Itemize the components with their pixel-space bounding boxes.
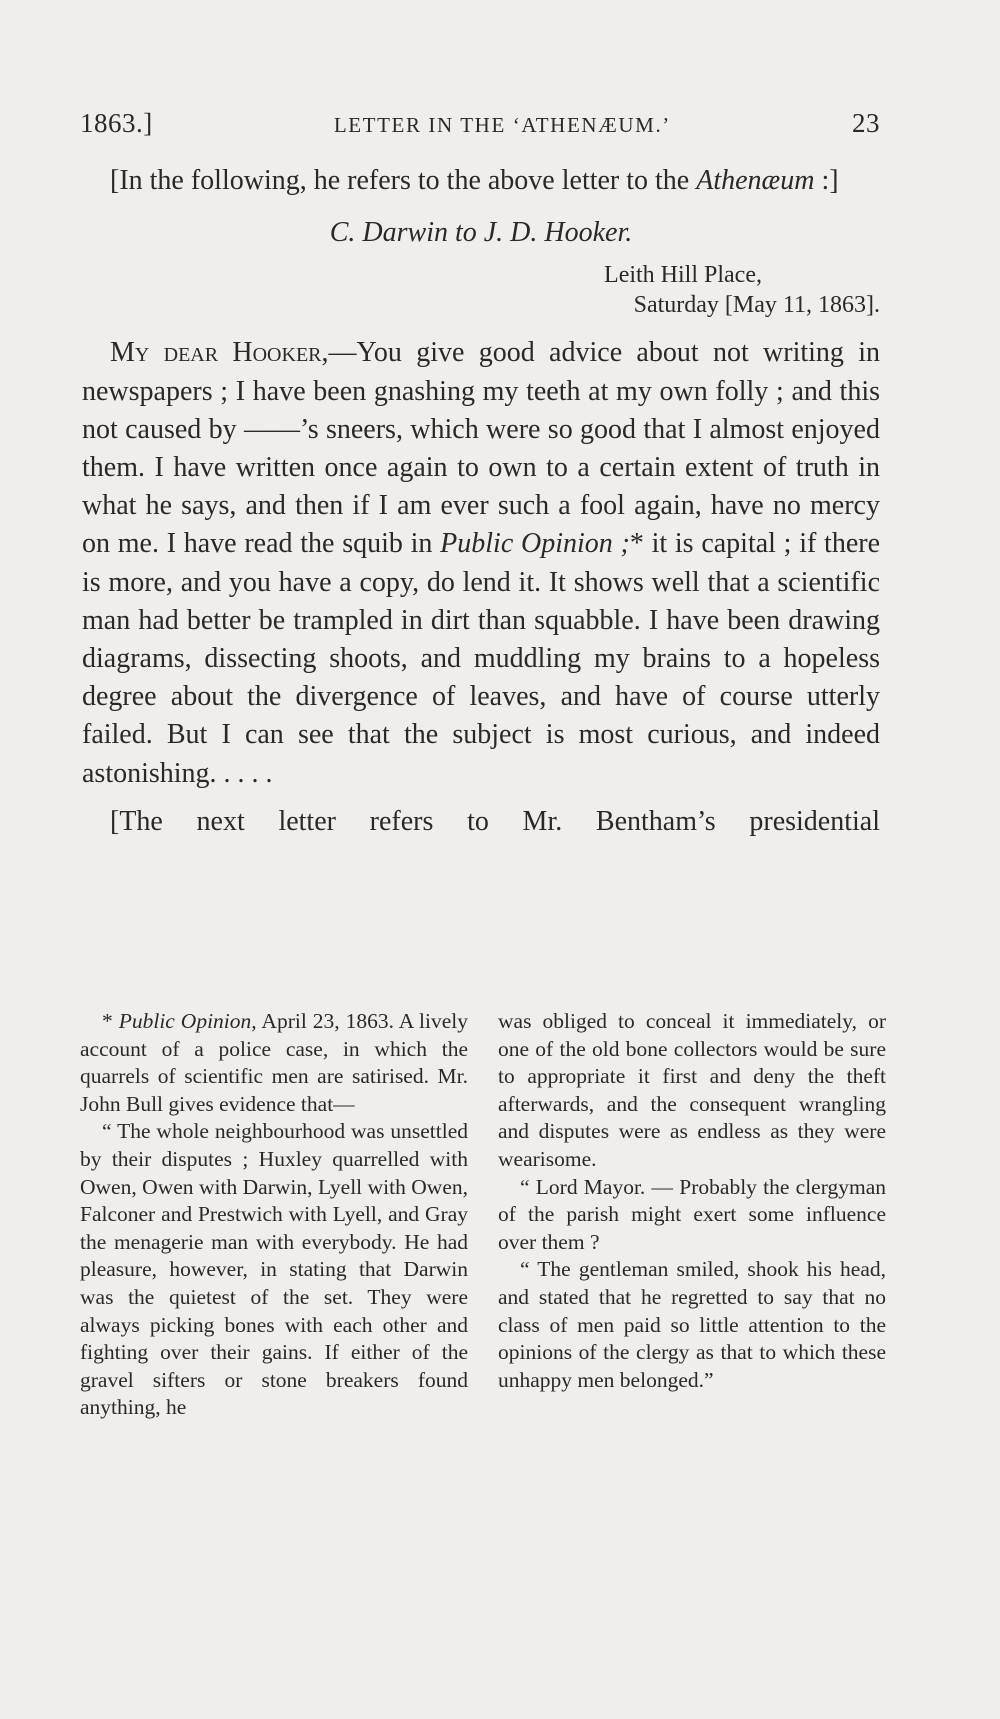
footnote-column-left: [80, 1008, 468, 1422]
footnote-column-right: [498, 1008, 886, 1422]
intro-paragraph: [82, 162, 880, 200]
letter-address: [82, 260, 880, 320]
intro-close: :]: [814, 165, 839, 196]
footnote-quote-2: “ Lord Mayor. — Probably the clergyman of the parish might exert some influence over them ?: [498, 1174, 886, 1254]
footnote: [80, 1008, 886, 1422]
salutation: My dear Hooker,: [110, 337, 329, 369]
address-line-2: Saturday [May 11, 1863].: [633, 292, 880, 319]
journal-name: Athenæum: [696, 165, 815, 196]
main-text: [82, 162, 880, 841]
letter-body: [82, 334, 880, 792]
letter-heading: C. Darwin to J. D. Hooker.: [329, 217, 633, 249]
footnote-intro: [80, 1008, 468, 1118]
next-letter-line: [The next letter refers to Mr. Bentham’s presidential: [110, 805, 880, 837]
letter-text-1: —You give good advice about not writing in newspapers ; I have been gnashing my teeth at my own folly ; and this not caused by ——’s sneers, which were so good that I almost enjoyed them. I have written once again to own to a certain extent of truth in what he says, and then if I am ever such a fool again, have no mercy on me. I have read the squib in: [82, 337, 881, 560]
footnote-quote-1: “ The whole neighbourhood was unsettled by their disputes ; Huxley quarrelled with Owen, Owen with Darwin, Lyell with Owen, Falconer and Prestwich with Lyell, and Gray the menagerie man with everybody. He had pleasure, however, in stating that Darwin was the quietest of the set. They were always picking bones with each other and fighting over their gains. If either of the gravel sifters or stone breakers found anything, he: [80, 1119, 468, 1420]
page-number: 23: [851, 108, 880, 138]
footnote-text-1: April 23, 1863. A lively account of a police case, in which the quarrels of scientific men are satirised. Mr. John Bull gives evidence that—: [80, 1009, 468, 1116]
header-year: 1863.]: [80, 108, 153, 138]
footnote-quote-1-cont: was obliged to conceal it immediately, or one of the old bone collectors would be sure to appropriate it first and deny the theft afterwards, and the consequent wrangling and disputes were as endless as they were wearisome.: [498, 1009, 886, 1171]
footnote-quote-3: “ The gentleman smiled, shook his head, and stated that he regretted to say that no class of men paid so little attention to the opinions of the clergy as that to which these unhappy men belonged.”: [498, 1257, 886, 1392]
address-line-1: Leith Hill Place,: [604, 262, 762, 289]
letter-text-2: * it is capital ; if there is more, and you have a copy, do lend it. It shows well that a scientific man had better be trampled in dirt than squabble. I have been drawing diagrams, dissecting shoots, and muddling my brains to a hopeless degree about the divergence of leaves, and have of course utterly failed. But I can see that the subject is most curious, and indeed astonishing. . . . .: [82, 528, 881, 789]
footnote-title: Public Opinion,: [118, 1009, 257, 1033]
header-title: LETTER IN THE ‘ATHENÆUM.’: [333, 113, 671, 137]
squib-title: Public Opinion ;: [440, 528, 630, 560]
footnote-marker: *: [102, 1009, 119, 1033]
running-header: [80, 108, 880, 139]
intro-text: [In the following, he refers to the above letter to the: [110, 165, 697, 196]
